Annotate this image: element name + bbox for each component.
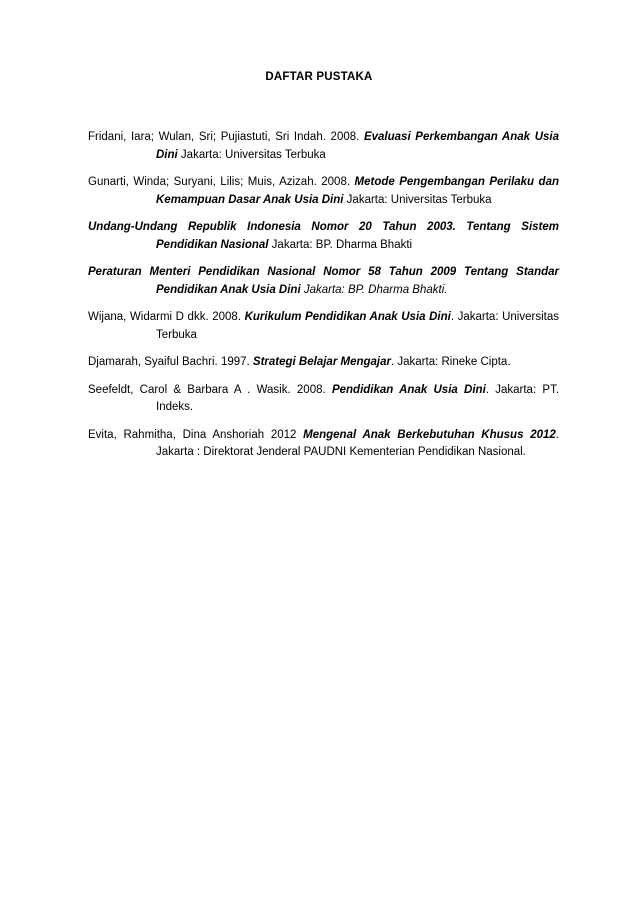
reference-title: Peraturan Menteri Pendidikan Nasional Nomor 58 Tahun 2009 Tentang Standar Pendidikan Anak Usia Dini	[88, 266, 559, 296]
reference-title: Pendidikan Anak Usia Dini	[331, 383, 486, 396]
reference-text: Evita, Rahmitha, Dina Anshoriah 2012	[88, 428, 304, 441]
reference-entry	[88, 264, 559, 299]
reference-text: Fridani, Iara; Wulan, Sri; Pujiastuti, Sri Indah. 2008.	[88, 131, 364, 143]
reference-title: Undang-Undang Republik Indonesia Nomor 20 Tahun 2003. Tentang Sistem Pendidikan Nasional	[88, 221, 559, 251]
reference-text: Gunarti, Winda; Suryani, Lilis; Muis, Azizah. 2008.	[88, 176, 355, 188]
reference-text: . Jakarta: Universitas Terbuka	[156, 311, 559, 341]
reference-entry	[88, 382, 559, 417]
reference-text: Jakarta: BP. Dharma Bhakti	[268, 238, 413, 251]
reference-entry	[88, 309, 559, 344]
reference-entry	[88, 129, 559, 164]
reference-entry	[88, 427, 559, 462]
reference-text: . Jakarta: Rineke Cipta.	[390, 356, 511, 368]
reference-title: Strategi Belajar Mengajar	[252, 356, 391, 368]
reference-title: Jakarta: BP. Dharma Bhakti.	[300, 283, 448, 296]
reference-title: Evaluasi Perkembangan Anak Usia Dini	[156, 131, 559, 161]
reference-list	[88, 129, 559, 472]
reference-entry	[88, 174, 559, 209]
reference-text: Djamarah, Syaiful Bachri. 1997.	[88, 356, 253, 368]
reference-text: . Jakarta : Direktorat Jenderal PAUDNI Kementerian Pendidikan Nasional.	[156, 428, 559, 458]
reference-text: . Jakarta: PT. Indeks.	[156, 383, 560, 413]
page-title: DAFTAR PUSTAKA	[265, 71, 373, 83]
reference-text: Seefeldt, Carol & Barbara A . Wasik. 2008.	[88, 383, 332, 396]
reference-entry	[88, 219, 559, 254]
reference-title: Metode Pengembangan Perilaku dan Kemampuan Dasar Anak Usia Dini	[156, 176, 559, 206]
reference-text: Jakarta: Universitas Terbuka	[177, 148, 326, 161]
reference-text: Wijana, Widarmi D dkk. 2008.	[88, 311, 245, 323]
reference-title: Kurikulum Pendidikan Anak Usia Dini	[244, 311, 451, 323]
reference-text: Jakarta: Universitas Terbuka	[343, 193, 492, 206]
reference-title: Mengenal Anak Berkebutuhan Khusus 2012	[303, 428, 556, 441]
reference-entry	[88, 354, 559, 372]
